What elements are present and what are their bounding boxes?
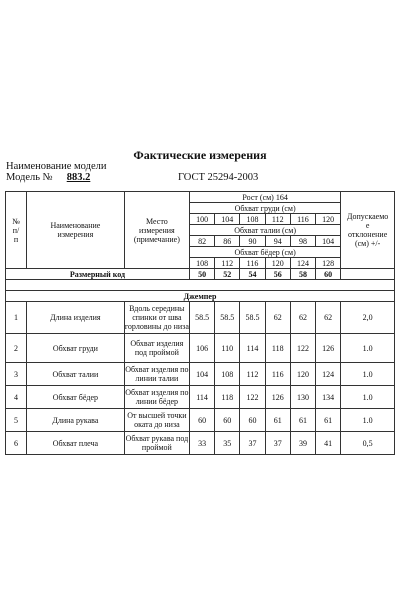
measurement-value: 110 (215, 334, 240, 363)
waist-value: 94 (265, 236, 290, 247)
model-name-label: Наименование модели (6, 161, 107, 172)
measurement-value: 37 (265, 432, 290, 455)
measurement-name: Длина изделия (27, 302, 125, 334)
chest-value: 100 (189, 214, 214, 225)
chest-value: 104 (215, 214, 240, 225)
measurement-name: Обхват бёдер (27, 386, 125, 409)
measurement-row (6, 432, 395, 455)
measurement-tolerance: 0,5 (341, 432, 395, 455)
measurement-name: Обхват груди (27, 334, 125, 363)
measurement-value: 126 (265, 386, 290, 409)
measurement-value: 130 (290, 386, 315, 409)
measurement-name: Длина рукава (27, 409, 125, 432)
hips-header: Обхват бёдер (см) (189, 247, 340, 258)
measurement-row (6, 386, 395, 409)
measurement-value: 114 (189, 386, 214, 409)
measurement-value: 60 (240, 409, 265, 432)
row-number: 6 (6, 432, 27, 455)
waist-header: Обхват талии (см) (189, 225, 340, 236)
measurement-tolerance: 1.0 (341, 409, 395, 432)
measurement-value: 118 (265, 334, 290, 363)
measurement-tolerance: 1.0 (341, 363, 395, 386)
measurement-value: 122 (240, 386, 265, 409)
spacer-row (6, 280, 395, 291)
row-number: 2 (6, 334, 27, 363)
measurement-tolerance: 1.0 (341, 386, 395, 409)
measurement-value: 60 (189, 409, 214, 432)
size-code: 58 (290, 269, 315, 280)
measurement-value: 104 (189, 363, 214, 386)
size-tolerance-blank (341, 269, 395, 280)
measurement-value: 58.5 (189, 302, 214, 334)
measurement-value: 124 (316, 363, 341, 386)
row-number: 1 (6, 302, 27, 334)
section-title: Джемпер (6, 291, 395, 302)
hips-value: 128 (316, 258, 341, 269)
col-place-header: Место измерения (примечание) (124, 192, 189, 269)
height-header: Рост (см) 164 (189, 192, 340, 203)
measurement-value: 61 (290, 409, 315, 432)
hips-value: 120 (265, 258, 290, 269)
waist-value: 104 (316, 236, 341, 247)
measurement-value: 58.5 (215, 302, 240, 334)
measurement-place: От высшей точки оката до низа (124, 409, 189, 432)
measurement-value: 112 (240, 363, 265, 386)
waist-value: 82 (189, 236, 214, 247)
measurement-value: 118 (215, 386, 240, 409)
measurement-value: 61 (316, 409, 341, 432)
waist-value: 86 (215, 236, 240, 247)
row-number: 3 (6, 363, 27, 386)
measurement-value: 134 (316, 386, 341, 409)
measurement-place: Обхват рукава под проймой (124, 432, 189, 455)
size-code: 54 (240, 269, 265, 280)
measurement-value: 37 (240, 432, 265, 455)
measurement-value: 41 (316, 432, 341, 455)
chest-value: 116 (290, 214, 315, 225)
measurement-value: 62 (265, 302, 290, 334)
size-code-label: Размерный код (6, 269, 190, 280)
chest-value: 108 (240, 214, 265, 225)
measurement-place: Обхват изделия по линии талии (124, 363, 189, 386)
measurement-place: Обхват изделия под проймой (124, 334, 189, 363)
model-number-value: 883.2 (66, 172, 91, 183)
measurement-row (6, 302, 395, 334)
measurement-value: 58.5 (240, 302, 265, 334)
row-number: 5 (6, 409, 27, 432)
col-name-header: Наименование измерения (27, 192, 125, 269)
waist-value: 90 (240, 236, 265, 247)
waist-value: 98 (290, 236, 315, 247)
measurement-value: 39 (290, 432, 315, 455)
model-number (6, 172, 90, 183)
measurement-place: Обхват изделия по линии бёдер (124, 386, 189, 409)
measurement-name: Обхват талии (27, 363, 125, 386)
chest-value: 120 (316, 214, 341, 225)
measurement-tolerance: 1.0 (341, 334, 395, 363)
tolerance-header: Допускаемо е отклонение (см) +/- (341, 192, 395, 269)
measurement-name: Обхват плеча (27, 432, 125, 455)
measurement-value: 35 (215, 432, 240, 455)
hips-value: 112 (215, 258, 240, 269)
page-title: Фактические измерения (133, 148, 267, 162)
chest-header: Обхват груди (см) (189, 203, 340, 214)
hips-value: 108 (189, 258, 214, 269)
measurement-value: 116 (265, 363, 290, 386)
row-number: 4 (6, 386, 27, 409)
measurement-value: 62 (316, 302, 341, 334)
col-num-header: № п/ п (6, 192, 27, 269)
measurement-tolerance: 2,0 (341, 302, 395, 334)
size-code: 56 (265, 269, 290, 280)
hips-value: 124 (290, 258, 315, 269)
measurement-value: 126 (316, 334, 341, 363)
measurement-row (6, 363, 395, 386)
measurement-value: 120 (290, 363, 315, 386)
header-row-height (6, 192, 395, 203)
measurement-value: 62 (290, 302, 315, 334)
model-number-label: Модель № (6, 172, 53, 183)
measurement-value: 108 (215, 363, 240, 386)
hips-value: 116 (240, 258, 265, 269)
measurement-value: 33 (189, 432, 214, 455)
chest-value: 112 (265, 214, 290, 225)
measurement-value: 61 (265, 409, 290, 432)
measurements-table (5, 191, 395, 455)
measurement-row (6, 334, 395, 363)
measurement-row (6, 409, 395, 432)
measurement-value: 106 (189, 334, 214, 363)
measurement-place: Вдоль середины спинки от шва горловины до низа (124, 302, 189, 334)
size-code: 60 (316, 269, 341, 280)
measurement-value: 60 (215, 409, 240, 432)
gost-standard: ГОСТ 25294-2003 (178, 172, 259, 183)
size-code: 50 (189, 269, 214, 280)
measurement-value: 122 (290, 334, 315, 363)
measurement-value: 114 (240, 334, 265, 363)
size-code: 52 (215, 269, 240, 280)
size-code-row (6, 269, 395, 280)
